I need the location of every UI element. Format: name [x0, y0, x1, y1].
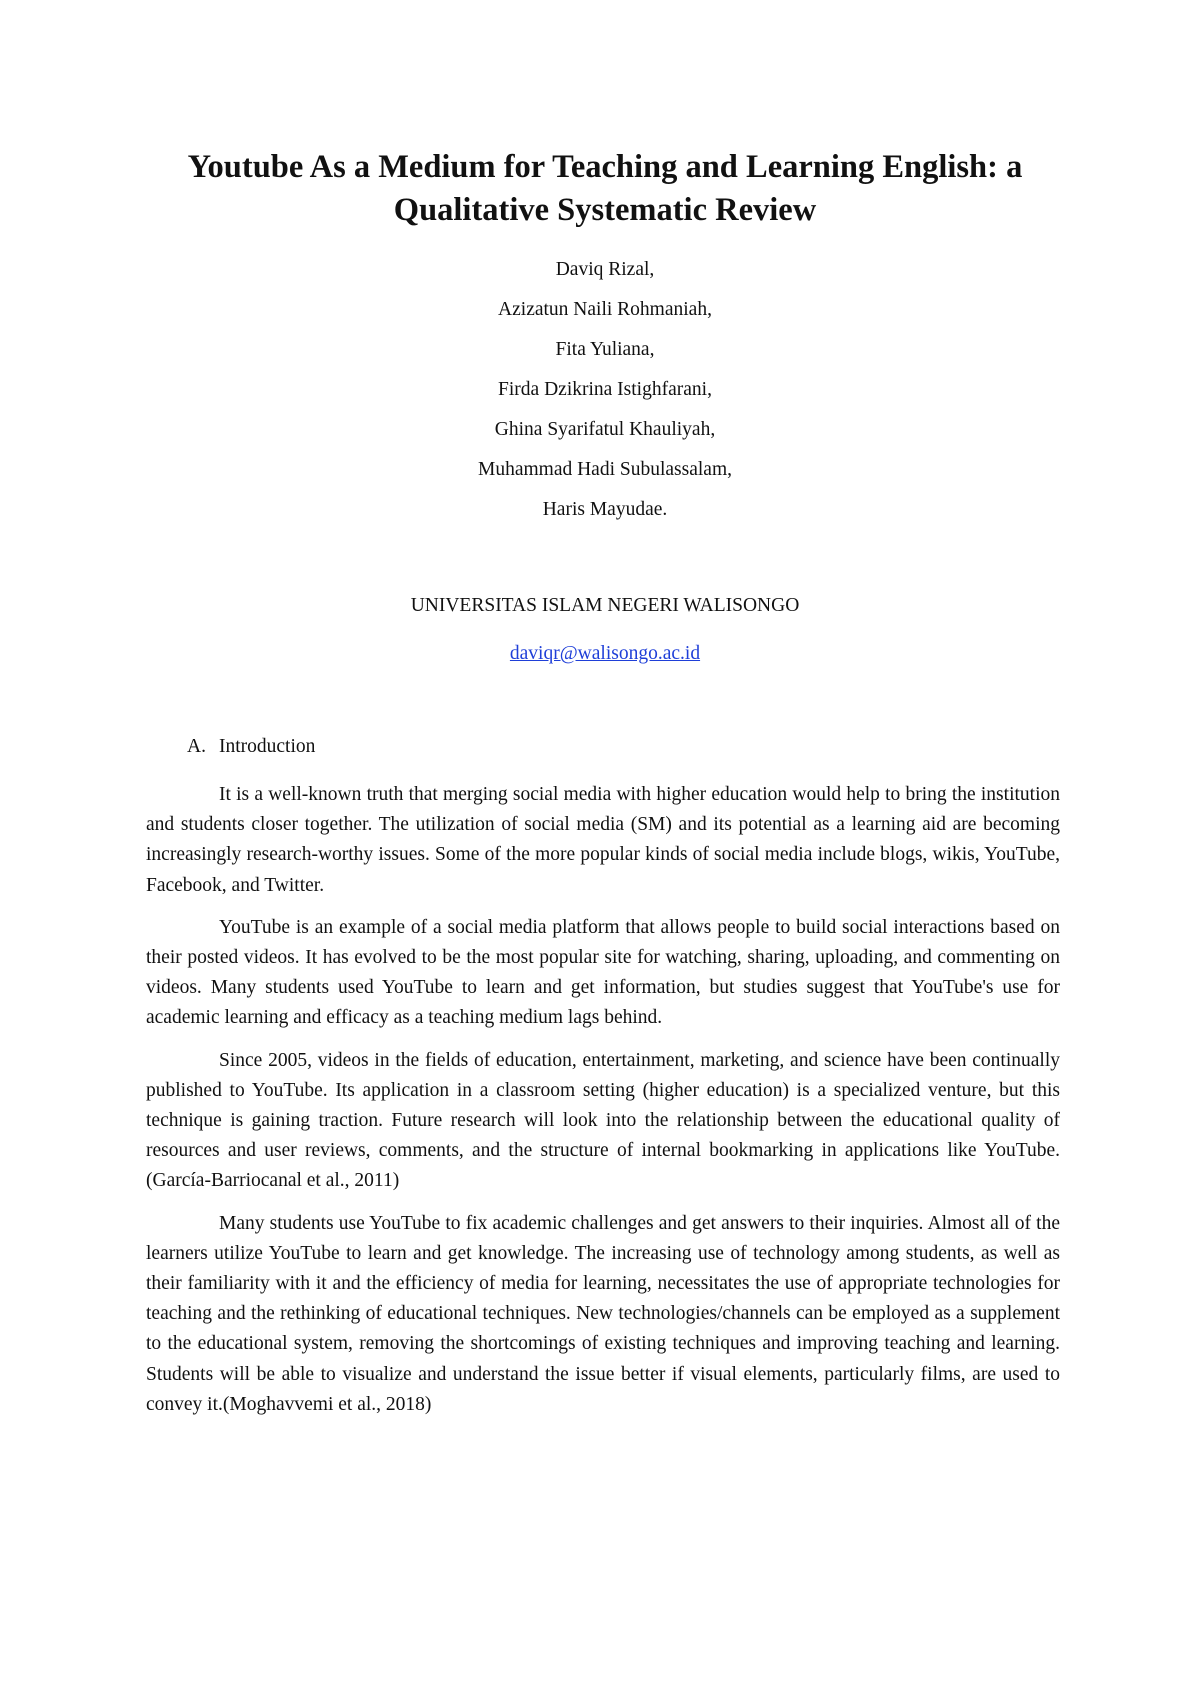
author-name: Muhammad Hadi Subulassalam,	[477, 459, 732, 480]
author-name: Firda Dzikrina Istighfarani,	[498, 379, 712, 400]
paragraph: It is a well-known truth that merging social media with higher education would help to bring the institution and students closer together. The utilization of social media (SM) and its potential as a learning aid are becoming increasingly research-worthy issues. Some of the more popular kinds of social media include blogs, wikis, YouTube, Facebook, and Twitter.	[146, 784, 1060, 896]
body-text	[146, 780, 1060, 1432]
section-title: Introduction	[219, 736, 316, 757]
paper-title: Youtube As a Medium for Teaching and Learning English: a Qualitative Systematic Review	[187, 149, 1023, 228]
paragraph: Since 2005, videos in the fields of education, entertainment, marketing, and science have been continually published to YouTube. Its application in a classroom setting (higher education) is a specialized venture, but this technique is gaining traction. Future research will look into the relationship between the educational quality of resources and user reviews, comments, and the structure of internal bookmarking in applications like YouTube.(García-Barriocanal et al., 2011)	[146, 1049, 1060, 1192]
section-marker: A.	[187, 736, 206, 757]
affiliation: UNIVERSITAS ISLAM NEGERI WALISONGO	[410, 595, 800, 616]
section-heading	[187, 733, 315, 761]
paragraph: YouTube is an example of a social media platform that allows people to build social interactions based on their posted videos. It has evolved to be the most popular site for watching, sharing, uploading, and commenting on videos. Many students used YouTube to learn and get information, but studies suggest that YouTube's use for academic learning and efficacy as a teaching medium lags behind.	[146, 916, 1060, 1029]
author-name: Daviq Rizal,	[555, 259, 655, 280]
email-link[interactable]: daviqr@walisongo.ac.id	[509, 643, 701, 664]
email-line	[150, 640, 1060, 668]
author-name: Azizatun Naili Rohmaniah,	[498, 299, 712, 320]
author-name: Haris Mayudae.	[542, 499, 668, 520]
author-name: Ghina Syarifatul Khauliyah,	[494, 419, 716, 440]
paragraph: Many students use YouTube to fix academic challenges and get answers to their inquiries. Almost all of the learners utilize YouTube to learn and get knowledge. The increasing use of technology among students, as well as their familiarity with it and the efficiency of media for learning, necessitates the use of appropriate technologies for teaching and the rethinking of educational techniques. New technologies/channels can be employed as a supplement to the educational system, removing the shortcomings of existing techniques and improving teaching and learning. Students will be able to visualize and understand the issue better if visual elements, particularly films, are used to convey it.(Moghavvemi et al., 2018)	[146, 1212, 1060, 1415]
author-name: Fita Yuliana,	[555, 339, 655, 360]
author-list	[150, 250, 1060, 530]
